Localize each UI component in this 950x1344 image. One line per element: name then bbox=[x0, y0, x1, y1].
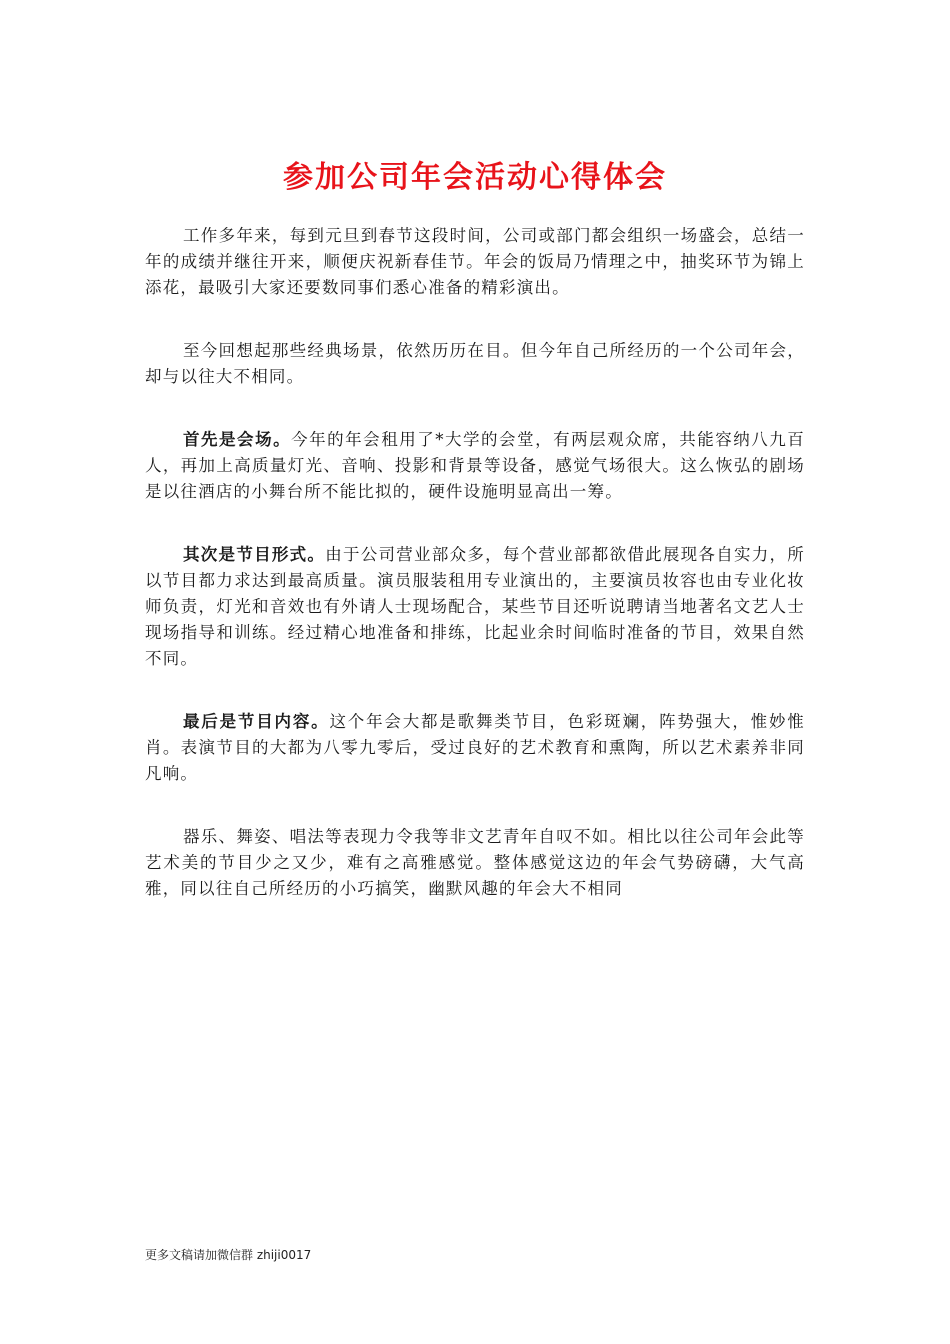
paragraph-lead: 其次是节目形式。 bbox=[183, 545, 326, 564]
footer-note: 更多文稿请加微信群 zhiji0017 bbox=[145, 1248, 312, 1262]
paragraph-text: 这个年会大都是歌舞类节目，色彩斑斓，阵势强大，惟妙惟肖。表演节目的大都为八零九零后，受过良好的艺术教育和熏陶，所以艺术素养非同凡响。 bbox=[145, 712, 805, 783]
paragraph-4 bbox=[145, 542, 805, 672]
paragraph-text: 器乐、舞姿、唱法等表现力令我等非文艺青年自叹不如。相比以往公司年会此等艺术美的节目少之又少，难有之高雅感觉。整体感觉这边的年会气势磅礴，大气高雅，同以往自己所经历的小巧搞笑，幽默风趣的年会大不相同 bbox=[145, 827, 805, 898]
paragraph-3 bbox=[145, 427, 805, 505]
paragraph-1 bbox=[145, 223, 805, 301]
paragraph-text: 今年的年会租用了*大学的会堂，有两层观众席，共能容纳八九百人，再加上高质量灯光、音响、投影和背景等设备，感觉气场很大。这么恢弘的剧场是以往酒店的小舞台所不能比拟的，硬件设施明显高出一筹。 bbox=[145, 430, 805, 501]
paragraph-text: 由于公司营业部众多，每个营业部都欲借此展现各自实力，所以节目都力求达到最高质量。演员服装租用专业演出的，主要演员妆容也由专业化妆师负责，灯光和音效也有外请人士现场配合，某些节目还听说聘请当地著名文艺人士现场指导和训练。经过精心地准备和排练，比起业余时间临时准备的节目，效果自然不同。 bbox=[145, 545, 805, 668]
document-title: 参加公司年会活动心得体会 bbox=[283, 160, 667, 195]
paragraph-6 bbox=[145, 824, 805, 902]
paragraph-lead: 首先是会场。 bbox=[183, 430, 292, 449]
paragraph-lead: 最后是节目内容。 bbox=[183, 712, 330, 731]
paragraph-text: 工作多年来，每到元旦到春节这段时间，公司或部门都会组织一场盛会，总结一年的成绩并继往开来，顺便庆祝新春佳节。年会的饭局乃情理之中，抽奖环节为锦上添花，最吸引大家还要数同事们悉心准备的精彩演出。 bbox=[145, 226, 805, 297]
paragraph-text: 至今回想起那些经典场景，依然历历在目。但今年自己所经历的一个公司年会，却与以往大不相同。 bbox=[145, 341, 805, 386]
paragraph-5 bbox=[145, 709, 805, 787]
paragraph-2 bbox=[145, 338, 805, 390]
document-body bbox=[145, 223, 805, 939]
